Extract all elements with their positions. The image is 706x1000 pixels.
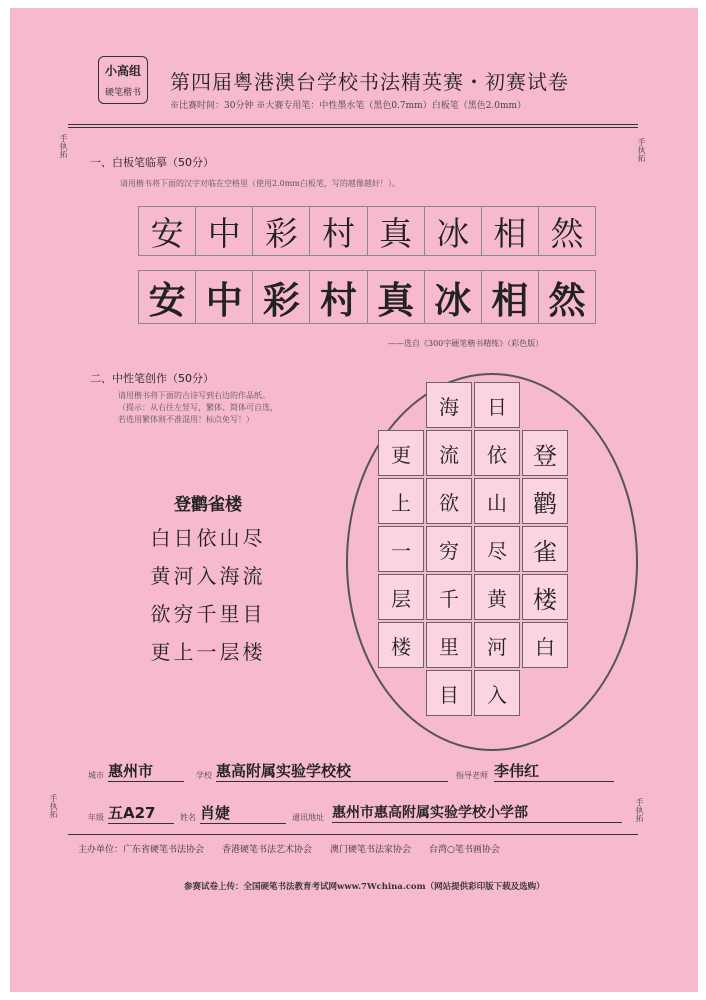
address-label: 通讯地址: [292, 813, 324, 822]
school-label: 学校: [196, 771, 212, 780]
grid-char: 上: [378, 478, 424, 524]
copy-source: ——选自《300字硬笔楷书精练》（彩色版）: [388, 339, 544, 348]
city-field[interactable]: 惠州市: [108, 760, 184, 782]
grid-char: 山: [474, 478, 520, 524]
grid-char: 楼: [378, 622, 424, 668]
written-char-row: [138, 270, 596, 324]
written-char: 安: [138, 270, 196, 324]
grid-char: 千: [426, 574, 472, 620]
exam-title: 第四届粤港澳台学校书法精英赛・初赛试卷: [170, 70, 569, 94]
section2-heading: 二、中性笔创作（50分）: [90, 372, 214, 385]
grid-char: 一: [378, 526, 424, 572]
poem-line: 欲穷千里目: [150, 602, 266, 626]
section2-instruction-2: （提示：从右往左竖写，繁体、简体可自选，: [118, 403, 278, 412]
section1-instruction: 请用楷书将下面的汉字对临在空格里（使用2.0mm白板笔，写的越像越好！）。: [120, 179, 400, 188]
model-char: 彩: [253, 206, 310, 256]
teacher-field[interactable]: 李伟红: [494, 760, 614, 782]
written-char: 真: [368, 270, 425, 324]
teacher-label: 指导老师: [456, 771, 488, 780]
grid-char: 楼: [522, 574, 568, 620]
grid-char: 黄: [474, 574, 520, 620]
grid-char: 河: [474, 622, 520, 668]
name-label: 姓名: [180, 813, 196, 822]
group-badge: [98, 56, 148, 104]
written-char: 相: [482, 270, 539, 324]
model-char: 村: [310, 206, 367, 256]
grid-char: 层: [378, 574, 424, 620]
section2-instruction-1: 请用楷书将下面的古诗写到右边的作品纸。: [118, 391, 270, 400]
header-divider-thin: [68, 127, 638, 128]
grid-char: 目: [426, 670, 472, 716]
grid-char: 登: [522, 430, 568, 476]
written-char: 然: [539, 270, 596, 324]
group-sub-label: 硬笔楷书: [104, 88, 141, 98]
grid-char: 流: [426, 430, 472, 476]
section1-heading: 一、白板笔临摹（50分）: [90, 156, 214, 169]
written-char: 冰: [425, 270, 482, 324]
school-field[interactable]: 惠高附属实验学校校: [216, 760, 448, 782]
group-label: 小高组: [104, 64, 141, 78]
written-char: 中: [196, 270, 253, 324]
side-mark-right-bottom: 手执拓: [635, 798, 644, 822]
grid-char: 白: [522, 622, 568, 668]
footer-divider: [68, 834, 638, 835]
written-char: 彩: [253, 270, 310, 324]
section2-instruction-3: 若选用繁体则不准混用！标点免写！）: [118, 415, 254, 424]
model-char: 安: [138, 206, 196, 256]
header-divider: [68, 124, 638, 125]
exam-sheet: [10, 8, 698, 992]
grade-field[interactable]: 五A27: [108, 802, 174, 824]
name-field[interactable]: 肖婕: [200, 802, 286, 824]
model-char: 相: [482, 206, 539, 256]
grid-char: 雀: [522, 526, 568, 572]
poem-line: 更上一层楼: [150, 640, 266, 664]
grid-char: 欲: [426, 478, 472, 524]
model-char-row: [138, 206, 596, 256]
exam-subtitle: ※比赛时间：30分钟 ※大赛专用笔：中性墨水笔（黑色0.7mm）白板笔（黑色2.0mm）: [170, 101, 527, 111]
poem-line: 黄河入海流: [150, 564, 266, 588]
model-char: 冰: [425, 206, 482, 256]
side-mark-right-top: 手执拓: [637, 138, 646, 162]
grid-char: 更: [378, 430, 424, 476]
written-char: 村: [310, 270, 367, 324]
grade-label: 年级: [88, 813, 104, 822]
model-char: 然: [539, 206, 596, 256]
grid-char: 依: [474, 430, 520, 476]
grid-char: 入: [474, 670, 520, 716]
organizers: 主办单位：广东省硬笔书法协会 香港硬笔书法艺术协会 澳门硬笔书法家协会 台湾○笔书画协会: [78, 845, 500, 855]
model-char: 真: [368, 206, 425, 256]
grid-char: 里: [426, 622, 472, 668]
model-char: 中: [196, 206, 253, 256]
grid-char: 鹳: [522, 478, 568, 524]
city-label: 城市: [88, 771, 104, 780]
poem-title: 登鹳雀楼: [174, 495, 242, 515]
upload-note: 参赛试卷上传：全国硬笔书法教育考试网www.7Wchina.com（网站提供彩印版下载及选购）: [184, 882, 545, 892]
grid-char: 日: [474, 382, 520, 428]
grid-char: 穷: [426, 526, 472, 572]
side-mark-left-bottom: 手执拓: [49, 794, 58, 818]
grid-char: 海: [426, 382, 472, 428]
side-mark-left-top: 手执拓: [59, 134, 68, 158]
grid-char: 尽: [474, 526, 520, 572]
address-field[interactable]: 惠州市惠高附属实验学校小学部: [332, 802, 622, 823]
poem-line: 白日依山尽: [150, 526, 266, 550]
